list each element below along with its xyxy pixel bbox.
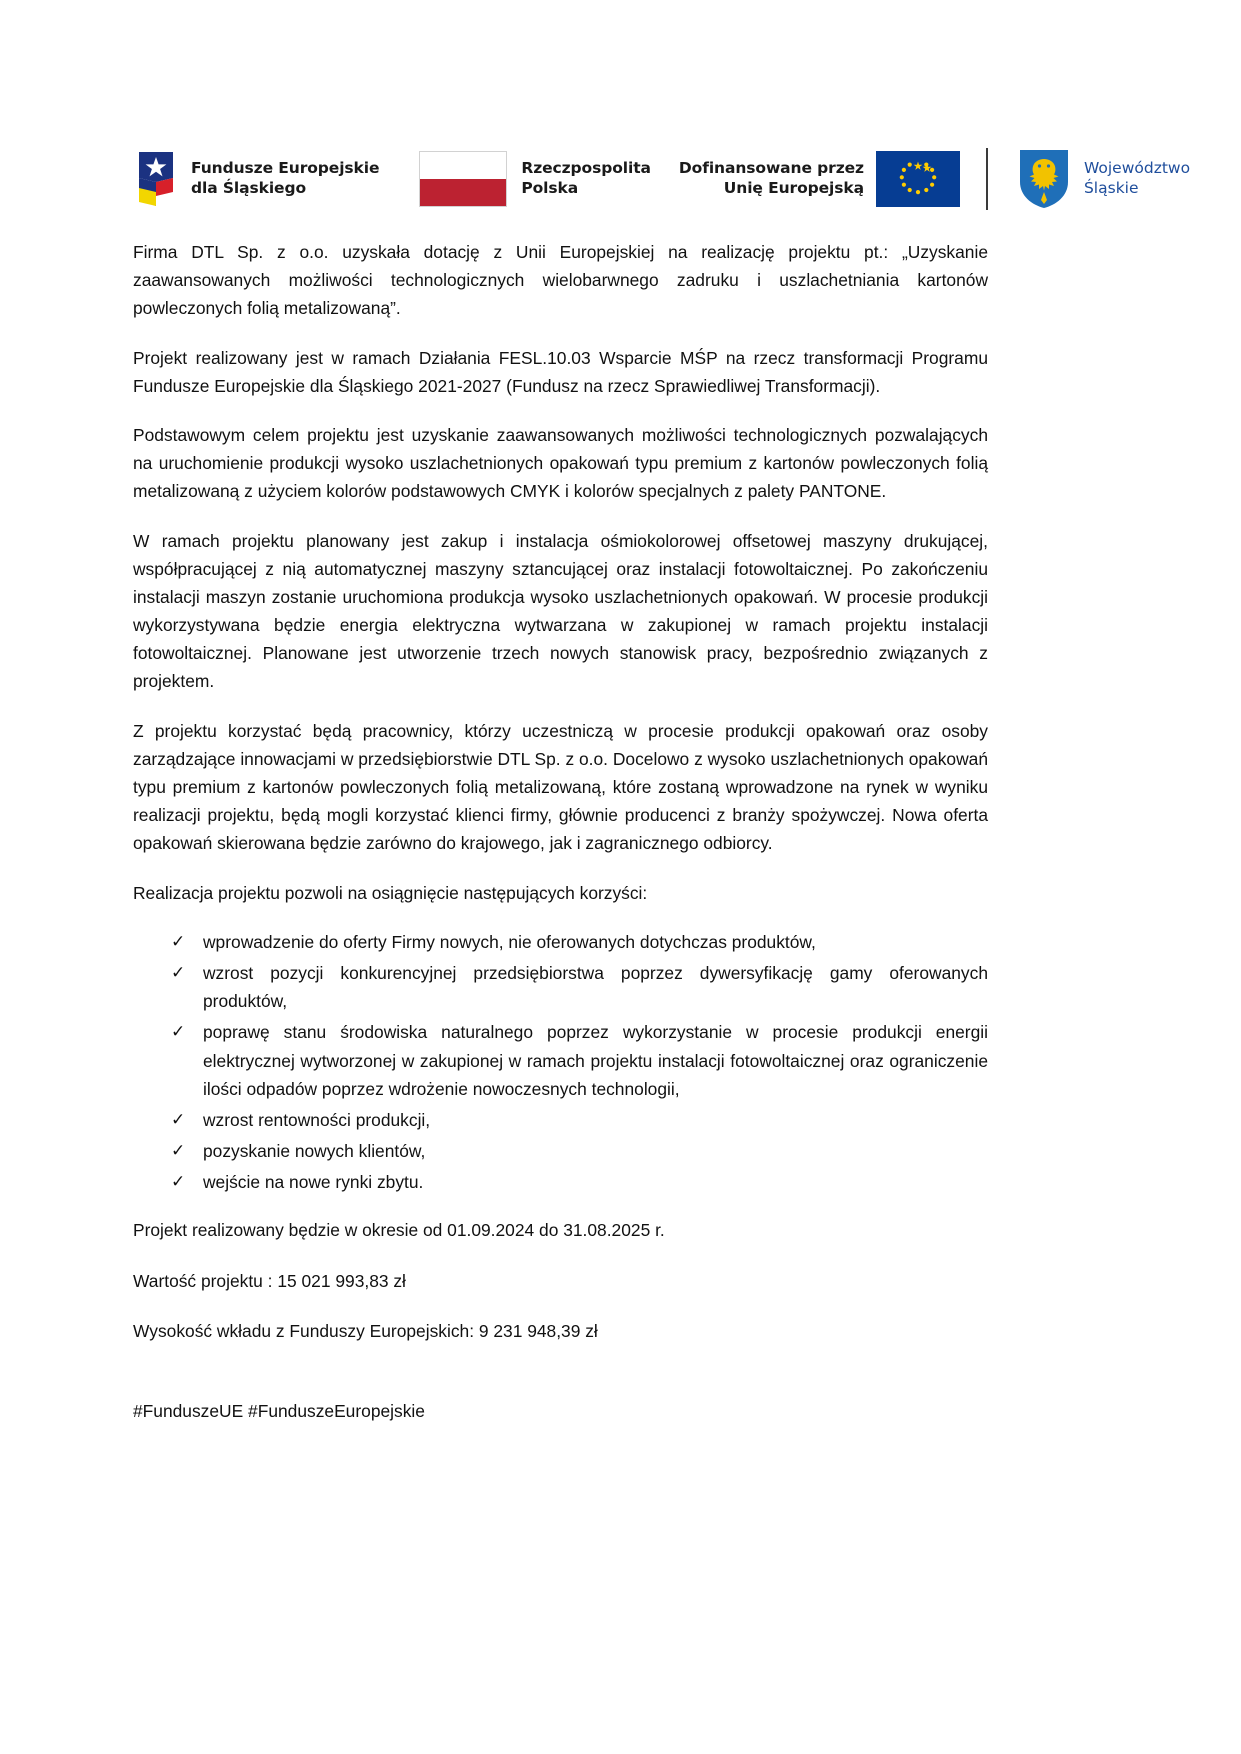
eu-flag-icon [876, 151, 960, 207]
logo-fe-line1: Fundusze Europejskie [191, 159, 380, 178]
list-item [171, 959, 988, 1015]
logo-ue-line2: Unię Europejską [723, 179, 864, 197]
logo-ue-line1: Dofinansowane przez [678, 159, 864, 178]
list-item [171, 1106, 988, 1134]
logo-fe-line2: dla Śląskiego [191, 179, 307, 197]
logo-rzeczpospolita-label [521, 159, 651, 199]
list-item-label: pozyskanie nowych klientów, [203, 1141, 426, 1162]
paragraph-goal: Podstawowym celem projektu jest uzyskanie zaawansowanych możliwości technologicznych pozwalających na uruchomienie produkcji wysoko uszlachetnionych opakowań typu premium z kartonów powleczonych folią metalizowaną z użyciem kolorów podstawowych CMYK i kolorów specjalnych z palety PANTONE. [133, 424, 988, 502]
list-item [171, 1168, 988, 1196]
check-icon: ✓ [171, 1172, 186, 1192]
check-icon: ✓ [171, 931, 186, 951]
list-item-label: wzrost rentowności produkcji, [203, 1109, 431, 1130]
polish-flag-white-band [420, 152, 506, 179]
fact-eu-contribution: Wysokość wkładu z Funduszy Europejskich: 9 231 948,39 zł [133, 1320, 598, 1341]
logo-dofinansowane-ue [679, 140, 960, 218]
logo-wojewodztwo-label [1084, 159, 1190, 199]
logo-rzeczpospolita-polska [419, 140, 651, 218]
logo-ws-line2: Śląskie [1083, 179, 1139, 197]
check-icon: ✓ [171, 1141, 186, 1161]
paragraph-beneficiaries: Z projektu korzystać będą pracownicy, którzy uczestniczą w procesie produkcji opakowań oraz osoby zarządzające innowacjami w przedsiębiorstwie DTL Sp. z o.o. Docelowo z wysoko uszlachetnionych opakowań typu premium z kartonów powleczonych folią metalizowaną, które zostaną wprowadzone na rynek w wyniku realizacji projektu, będą mogli korzystać klienci firmy, głównie producenci z branży spożywczej. Nowa oferta opakowań skierowana będzie zarówno do krajowego, jak i zagranicznego odbiorcy. [133, 720, 988, 854]
paragraph-program: Projekt realizowany jest w ramach Działania FESL.10.03 Wsparcie MŚP na rzecz transformacji Programu Fundusze Europejskie dla Śląskiego 2021-2027 (Fundusz na rzecz Sprawiedliwej Transformacji). [133, 347, 988, 396]
document-body [133, 238, 988, 1425]
benefits-list [133, 928, 988, 1197]
logo-fundusze-europejskie [133, 140, 379, 218]
list-item [171, 1137, 988, 1165]
fact-project-value: Wartość projektu : 15 021 993,83 zł [133, 1270, 406, 1291]
logo-dofinansowane-label [679, 159, 864, 199]
paragraph-scope: W ramach projektu planowany jest zakup i instalacja ośmiokolorowej offsetowej maszyny drukującej, współpracującej z nią automatycznej maszyny sztancującej oraz instalacji fotowoltaicznej. Po zakończeniu instalacji maszyn zostanie uruchomiona produkcja wysoko uszlachetnionych opakowań. W procesie produkcji wykorzystywana będzie energia elektryczna wytwarzana w zakupionej w ramach projektu instalacji fotowoltaicznej. Planowane jest utworzenie trzech nowych stanowisk pracy, bezpośrednio związanych z projektem. [133, 530, 988, 692]
logo-rp-line2: Polska [521, 179, 579, 197]
paragraph-intro: Firma DTL Sp. z o.o. uzyskała dotację z Unii Europejskiej na realizację projektu pt.: „Uzyskanie zaawansowanych możliwości technologicznych wielobarwnego zadruku i uszlachetniania kartonów powleczonych folią metalizowaną”. [133, 242, 988, 319]
list-item [171, 928, 988, 956]
logo-fundusze-europejskie-label [191, 159, 379, 199]
list-item-label: poprawę stanu środowiska naturalnego poprzez wykorzystanie w procesie produkcji energii elektrycznej wytworzonej w zakupionej w ramach projektu instalacji fotowoltaicznej oraz ograniczenie ilości odpadów poprzez wdrożenie nowoczesnych technologii, [203, 1022, 988, 1099]
check-icon: ✓ [171, 1109, 186, 1129]
logo-vertical-divider [986, 148, 988, 210]
paragraph-benefits-lead: Realizacja projektu pozwoli na osiągnięcie następujących korzyści: [133, 882, 648, 903]
list-item [171, 1018, 988, 1103]
check-icon: ✓ [171, 962, 186, 982]
fact-project-period: Projekt realizowany będzie w okresie od 01.09.2024 do 31.08.2025 r. [133, 1220, 665, 1241]
logo-ws-line1: Województwo [1083, 159, 1191, 178]
check-icon: ✓ [171, 1022, 186, 1042]
logo-wojewodztwo-slaskie [1018, 140, 1190, 218]
silesia-eagle-shield-icon [1018, 148, 1070, 210]
logo-rp-line1: Rzeczpospolita [521, 159, 651, 178]
polish-flag-red-band [420, 179, 506, 206]
polish-flag-icon [419, 151, 507, 207]
fundusze-europejskie-star-icon [133, 148, 179, 210]
list-item-label: wejście na nowe rynki zbytu. [203, 1172, 424, 1193]
list-item-label: wprowadzenie do oferty Firmy nowych, nie oferowanych dotychczas produktów, [203, 931, 816, 952]
logo-header-bar [133, 140, 1191, 218]
list-item-label: wzrost pozycji konkurencyjnej przedsiębiorstwa poprzez dywersyfikację gamy oferowanych produktów, [203, 962, 988, 1012]
hashtags-line: #FunduszeUE #FunduszeEuropejskie [133, 1401, 425, 1421]
